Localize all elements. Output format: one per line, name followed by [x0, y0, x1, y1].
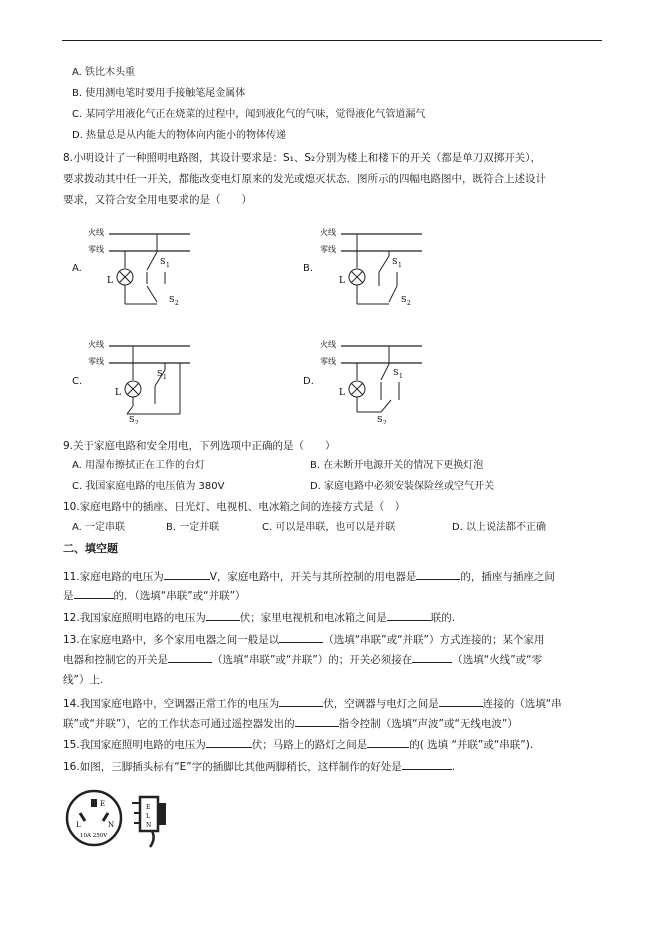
q12-blank-1[interactable]	[206, 610, 240, 621]
q10-stem: 10.家庭电路中的插座、日光灯、电视机、电冰箱之间的连接方式是（ ）	[63, 501, 406, 513]
svg-text:2: 2	[135, 420, 139, 424]
svg-text:2: 2	[383, 420, 387, 424]
q8-stem-line3: 要求，又符合安全用电要求的是（ ）	[63, 194, 252, 206]
q11-blank-2[interactable]	[416, 569, 460, 580]
q11-blank-3[interactable]	[74, 588, 114, 599]
svg-text:L: L	[115, 388, 121, 398]
plug-n-label: N	[108, 821, 115, 829]
switch-s2-label: S	[169, 295, 175, 304]
svg-text:火线: 火线	[88, 340, 104, 349]
svg-text:S: S	[392, 257, 398, 266]
svg-text:S: S	[393, 368, 399, 377]
q13-blank-2[interactable]	[168, 652, 212, 663]
q9-option-b: B. 在未断开电源开关的情况下更换灯泡	[310, 460, 484, 471]
svg-text:E: E	[146, 804, 151, 811]
q15-line	[63, 737, 533, 752]
circuit-a-label: A.	[72, 263, 82, 274]
q16-line	[63, 759, 455, 774]
svg-text:零线: 零线	[320, 245, 336, 254]
q13-line3: 线”）上.	[63, 674, 104, 686]
q14-text-d: 联”或“并联”），它的工作状态可通过遥控器发出的	[63, 718, 295, 730]
q7-option-c: C. 某同学用液化气正在烧菜的过程中，闻到液化气的气味，觉得液化气管道漏气	[72, 109, 426, 120]
q15-text-b: 伏；马路上的路灯之间是	[251, 739, 368, 751]
lamp-label: L	[107, 276, 113, 286]
q11-text-d: 是	[63, 590, 74, 602]
q10-option-b: B. 一定并联	[166, 522, 220, 533]
svg-text:1: 1	[399, 373, 403, 380]
q11-text-a: 11.家庭电路的电压为	[63, 571, 164, 583]
q13-text-e: （选填“火线”或“零	[452, 654, 543, 666]
q16-text-b: .	[451, 761, 456, 773]
circuit-c-diagram	[85, 334, 195, 424]
circuit-b-diagram	[317, 222, 427, 312]
q9-stem: 9.关于家庭电路和安全用电，下列选项中正确的是（ ）	[63, 440, 336, 452]
q11-line2	[63, 588, 246, 603]
q9-option-a: A. 用湿布擦拭正在工作的台灯	[72, 460, 206, 471]
q7-option-a: A. 铁比木头重	[72, 67, 136, 78]
q7-option-d: D. 热量总是从内能大的物体向内能小的物体传递	[72, 130, 287, 141]
q10-option-c: C. 可以是串联，也可以是并联	[262, 522, 396, 533]
q12-text-a: 12.我国家庭照明电路的电压为	[63, 612, 206, 624]
q16-text-a: 16.如图，三脚插头标有“E”字的插脚比其他两脚稍长，这样制作的好处是	[63, 761, 402, 773]
circuit-d-diagram	[317, 334, 427, 424]
q11-text-c: 的，插座与插座之间	[460, 571, 555, 583]
q14-text-a: 14.我国家庭电路中，空调器正常工作的电压为	[63, 698, 280, 710]
svg-text:火线: 火线	[320, 340, 336, 349]
svg-text:S: S	[401, 295, 407, 304]
q15-text-c: 的( 选填 “并联”或“串联”).	[409, 739, 534, 751]
q12-line	[63, 610, 455, 625]
plug-l-label: L	[76, 821, 81, 829]
svg-text:S: S	[377, 415, 383, 424]
q14-blank-1[interactable]	[279, 696, 323, 707]
q14-blank-3[interactable]	[295, 716, 339, 727]
q15-blank-1[interactable]	[206, 737, 252, 748]
svg-text:2: 2	[175, 300, 179, 307]
q13-text-b: （选填“串联”或“并联”）方式连接的；某个家用	[323, 634, 545, 646]
svg-text:零线: 零线	[88, 357, 104, 366]
q10-option-d: D. 以上说法都不正确	[452, 522, 547, 533]
svg-text:L: L	[146, 813, 150, 820]
svg-text:N: N	[146, 822, 152, 829]
svg-text:1: 1	[163, 374, 167, 381]
q13-blank-3[interactable]	[412, 652, 452, 663]
q11-line1	[63, 569, 555, 584]
q12-text-c: 联的.	[430, 612, 456, 624]
q13-line1	[63, 632, 544, 647]
q15-blank-2[interactable]	[367, 737, 409, 748]
svg-text:S: S	[129, 415, 135, 424]
q14-blank-2[interactable]	[439, 696, 483, 707]
svg-text:S: S	[157, 369, 163, 378]
circuit-c-label: C.	[72, 376, 83, 387]
live-wire-label: 火线	[88, 228, 104, 237]
q14-text-b: 伏，空调器与电灯之间是	[323, 698, 439, 710]
svg-text:L: L	[339, 388, 345, 398]
svg-text:火线: 火线	[320, 228, 336, 237]
q13-text-d: （选填“串联”或“并联”）的；开关必须接在	[212, 654, 413, 666]
q15-text-a: 15.我国家庭照明电路的电压为	[63, 739, 206, 751]
q11-text-e: 的．（选填“串联”或“并联”）	[113, 590, 246, 602]
q8-stem-line2: 要求拨动其中任一开关，都能改变电灯原来的发光或熄灭状态．图所示的四幅电路图中，既符合上述设计	[63, 173, 546, 185]
svg-text:零线: 零线	[320, 357, 336, 366]
q9-option-c: C. 我国家庭电路的电压值为 380V	[72, 481, 225, 492]
svg-text:2: 2	[407, 300, 411, 307]
plug-e-label: E	[100, 800, 106, 808]
q13-text-a: 13.在家庭电路中，多个家用电器之间一般是以	[63, 634, 280, 646]
q16-blank-1[interactable]	[402, 759, 452, 770]
q12-blank-2[interactable]	[387, 610, 431, 621]
svg-text:L: L	[339, 276, 345, 286]
q10-option-a: A. 一定串联	[72, 522, 126, 533]
switch-s1-label: S	[160, 257, 166, 266]
q11-text-b: V，家庭电路中，开关与其所控制的用电器是	[209, 571, 417, 583]
three-pin-plug-figure	[60, 785, 180, 855]
q7-option-b: B. 使用测电笔时要用手接触笔尾金属体	[72, 88, 246, 99]
header-rule	[62, 40, 602, 41]
neutral-wire-label: 零线	[88, 245, 104, 254]
circuit-a-diagram	[85, 222, 195, 312]
section-fill-in-heading: 二、填空题	[63, 542, 118, 555]
circuit-d-label: D.	[303, 376, 314, 387]
q14-line1	[63, 696, 562, 711]
svg-text:1: 1	[398, 262, 402, 269]
q11-blank-1[interactable]	[164, 569, 210, 580]
q8-stem-line1: 8.小明设计了一种照明电路图，其设计要求是：S₁、S₂分别为楼上和楼下的开关（都是单刀双掷开关），	[63, 152, 542, 164]
circuit-b-label: B.	[303, 263, 314, 274]
plug-rating: 10A 250V	[80, 833, 108, 839]
svg-text:1: 1	[166, 262, 170, 269]
q9-option-d: D. 家庭电路中必须安装保险丝或空气开关	[310, 481, 495, 492]
q13-blank-1[interactable]	[279, 632, 323, 643]
q13-line2	[63, 652, 542, 667]
q14-line2	[63, 716, 518, 731]
q12-text-b: 伏；家里电视机和电冰箱之间是	[239, 612, 387, 624]
q14-text-e: 指令控制（选填“声波”或“无线电波”）	[338, 718, 518, 730]
q14-text-c: 连接的（选填“串	[482, 698, 562, 710]
q13-text-c: 电器和控制它的开关是	[63, 654, 168, 666]
